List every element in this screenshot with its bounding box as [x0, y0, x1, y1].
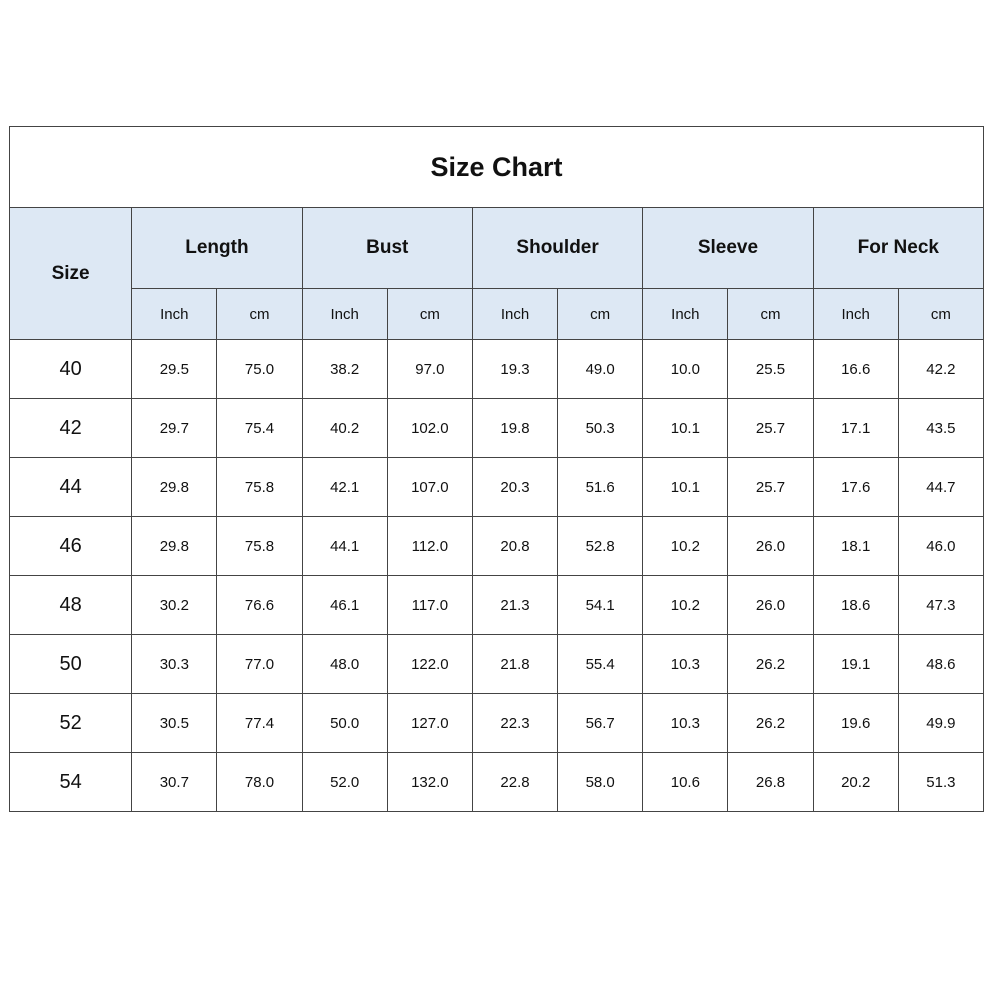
cell-sleeve-inch: 10.0: [643, 340, 728, 399]
cell-shoulder-inch: 22.8: [472, 753, 557, 812]
chart-title: Size Chart: [10, 127, 984, 208]
unit-header-cm: cm: [387, 289, 472, 340]
cell-length-cm: 75.4: [217, 399, 302, 458]
cell-length-inch: 29.8: [132, 517, 217, 576]
table-row: [10, 399, 984, 458]
cell-length-cm: 76.6: [217, 576, 302, 635]
cell-neck-cm: 46.0: [898, 517, 983, 576]
cell-sleeve-cm: 26.2: [728, 635, 813, 694]
unit-header-cm: cm: [217, 289, 302, 340]
table-row: [10, 458, 984, 517]
cell-shoulder-inch: 22.3: [472, 694, 557, 753]
cell-shoulder-inch: 19.3: [472, 340, 557, 399]
cell-bust-inch: 46.1: [302, 576, 387, 635]
unit-header-inch: Inch: [643, 289, 728, 340]
group-header-length: Length: [132, 208, 302, 289]
cell-neck-inch: 19.1: [813, 635, 898, 694]
cell-sleeve-inch: 10.2: [643, 576, 728, 635]
cell-neck-cm: 51.3: [898, 753, 983, 812]
table-row: [10, 753, 984, 812]
cell-length-inch: 29.8: [132, 458, 217, 517]
unit-header-cm: cm: [558, 289, 643, 340]
cell-shoulder-inch: 20.8: [472, 517, 557, 576]
size-cell: 42: [10, 399, 132, 458]
unit-header-inch: Inch: [472, 289, 557, 340]
cell-bust-inch: 38.2: [302, 340, 387, 399]
cell-neck-cm: 49.9: [898, 694, 983, 753]
size-cell: 40: [10, 340, 132, 399]
group-header-bust: Bust: [302, 208, 472, 289]
size-cell: 48: [10, 576, 132, 635]
cell-length-cm: 75.0: [217, 340, 302, 399]
cell-shoulder-cm: 54.1: [558, 576, 643, 635]
cell-sleeve-inch: 10.3: [643, 635, 728, 694]
cell-sleeve-inch: 10.3: [643, 694, 728, 753]
cell-neck-inch: 20.2: [813, 753, 898, 812]
table-row: [10, 517, 984, 576]
cell-shoulder-inch: 20.3: [472, 458, 557, 517]
cell-length-inch: 30.5: [132, 694, 217, 753]
cell-length-inch: 30.2: [132, 576, 217, 635]
cell-neck-inch: 18.6: [813, 576, 898, 635]
cell-bust-cm: 132.0: [387, 753, 472, 812]
unit-header-inch: Inch: [132, 289, 217, 340]
cell-shoulder-cm: 51.6: [558, 458, 643, 517]
cell-neck-inch: 17.1: [813, 399, 898, 458]
cell-bust-inch: 42.1: [302, 458, 387, 517]
cell-neck-inch: 16.6: [813, 340, 898, 399]
cell-shoulder-inch: 19.8: [472, 399, 557, 458]
cell-sleeve-inch: 10.2: [643, 517, 728, 576]
cell-sleeve-inch: 10.1: [643, 458, 728, 517]
cell-bust-inch: 44.1: [302, 517, 387, 576]
cell-length-cm: 75.8: [217, 458, 302, 517]
cell-sleeve-cm: 26.8: [728, 753, 813, 812]
cell-sleeve-cm: 26.2: [728, 694, 813, 753]
cell-neck-cm: 44.7: [898, 458, 983, 517]
size-column-header: Size: [10, 208, 132, 340]
table-row: [10, 340, 984, 399]
cell-neck-cm: 42.2: [898, 340, 983, 399]
cell-shoulder-cm: 49.0: [558, 340, 643, 399]
cell-neck-cm: 47.3: [898, 576, 983, 635]
unit-header-inch: Inch: [302, 289, 387, 340]
cell-shoulder-cm: 55.4: [558, 635, 643, 694]
size-chart-body: [10, 340, 984, 812]
cell-bust-cm: 112.0: [387, 517, 472, 576]
cell-bust-cm: 127.0: [387, 694, 472, 753]
cell-shoulder-cm: 50.3: [558, 399, 643, 458]
size-cell: 44: [10, 458, 132, 517]
cell-shoulder-inch: 21.3: [472, 576, 557, 635]
size-cell: 52: [10, 694, 132, 753]
cell-length-cm: 75.8: [217, 517, 302, 576]
cell-length-cm: 78.0: [217, 753, 302, 812]
table-row: [10, 635, 984, 694]
cell-neck-cm: 48.6: [898, 635, 983, 694]
cell-sleeve-inch: 10.1: [643, 399, 728, 458]
cell-shoulder-inch: 21.8: [472, 635, 557, 694]
cell-length-cm: 77.0: [217, 635, 302, 694]
group-header-shoulder: Shoulder: [472, 208, 642, 289]
cell-length-inch: 29.5: [132, 340, 217, 399]
size-cell: 50: [10, 635, 132, 694]
cell-sleeve-cm: 25.5: [728, 340, 813, 399]
cell-shoulder-cm: 56.7: [558, 694, 643, 753]
cell-bust-cm: 122.0: [387, 635, 472, 694]
group-header-row: [10, 208, 984, 289]
cell-shoulder-cm: 52.8: [558, 517, 643, 576]
cell-bust-inch: 48.0: [302, 635, 387, 694]
cell-neck-inch: 17.6: [813, 458, 898, 517]
cell-bust-cm: 117.0: [387, 576, 472, 635]
cell-sleeve-cm: 26.0: [728, 576, 813, 635]
cell-bust-inch: 40.2: [302, 399, 387, 458]
cell-length-inch: 30.7: [132, 753, 217, 812]
cell-bust-inch: 52.0: [302, 753, 387, 812]
cell-bust-cm: 107.0: [387, 458, 472, 517]
title-row: [10, 127, 984, 208]
cell-bust-cm: 102.0: [387, 399, 472, 458]
group-header-for-neck: For Neck: [813, 208, 983, 289]
cell-bust-inch: 50.0: [302, 694, 387, 753]
cell-length-inch: 30.3: [132, 635, 217, 694]
table-row: [10, 576, 984, 635]
cell-sleeve-inch: 10.6: [643, 753, 728, 812]
cell-neck-cm: 43.5: [898, 399, 983, 458]
size-cell: 54: [10, 753, 132, 812]
cell-sleeve-cm: 25.7: [728, 458, 813, 517]
cell-neck-inch: 18.1: [813, 517, 898, 576]
cell-length-cm: 77.4: [217, 694, 302, 753]
unit-header-cm: cm: [728, 289, 813, 340]
cell-length-inch: 29.7: [132, 399, 217, 458]
size-chart-table: [9, 126, 984, 812]
unit-header-row: [10, 289, 984, 340]
cell-sleeve-cm: 26.0: [728, 517, 813, 576]
cell-bust-cm: 97.0: [387, 340, 472, 399]
cell-shoulder-cm: 58.0: [558, 753, 643, 812]
unit-header-inch: Inch: [813, 289, 898, 340]
unit-header-cm: cm: [898, 289, 983, 340]
size-cell: 46: [10, 517, 132, 576]
group-header-sleeve: Sleeve: [643, 208, 813, 289]
cell-sleeve-cm: 25.7: [728, 399, 813, 458]
cell-neck-inch: 19.6: [813, 694, 898, 753]
table-row: [10, 694, 984, 753]
